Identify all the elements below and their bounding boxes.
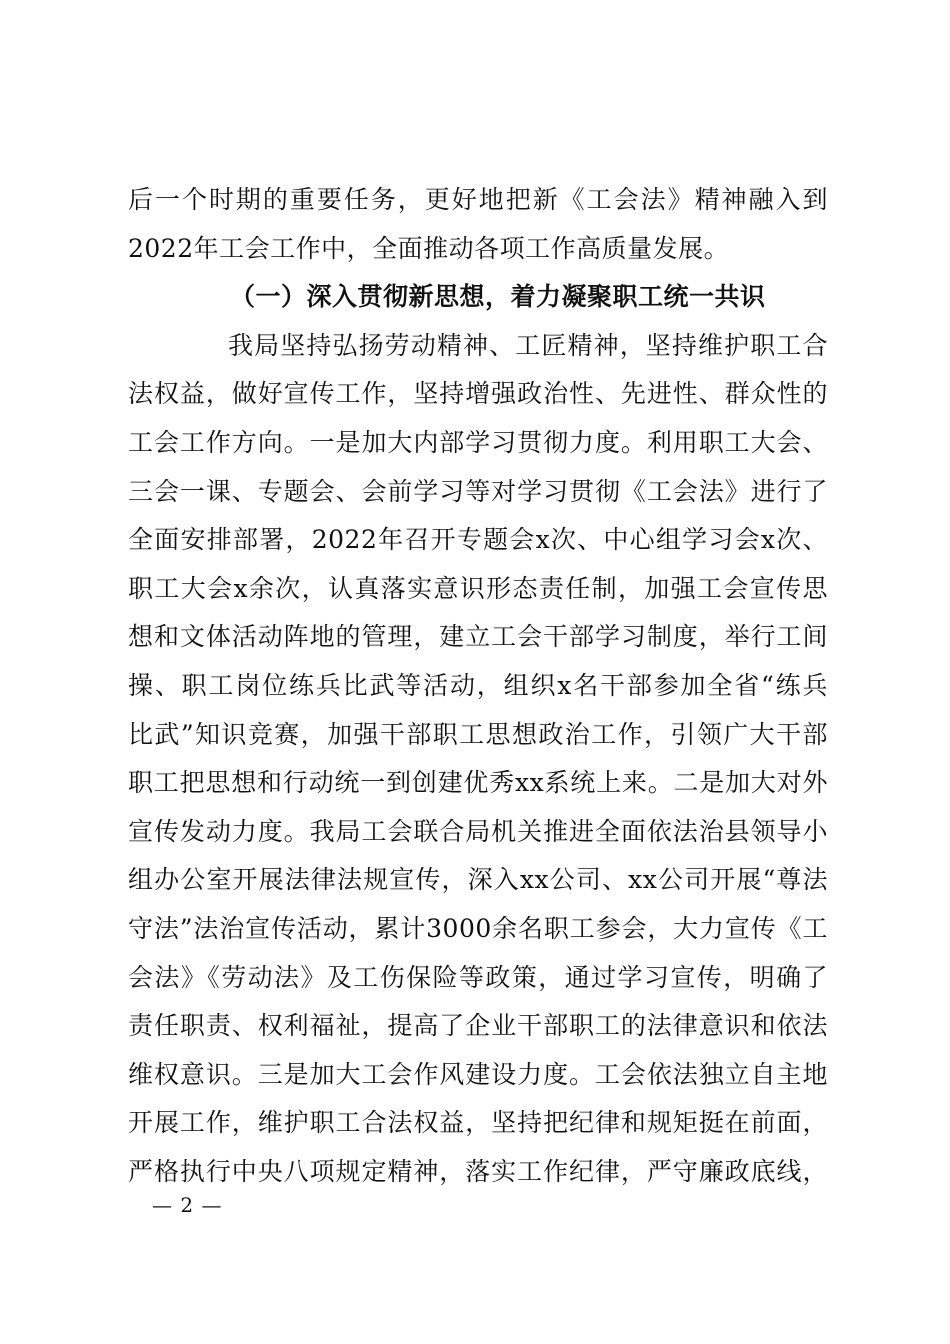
text-line: 法权益，做好宣传工作，坚持增强政治性、先进性、群众性的 (128, 379, 828, 409)
page-number: — 2 — (152, 1193, 223, 1217)
section-heading: （一）深入贯彻新思想，着力凝聚职工统一共识 (230, 282, 766, 312)
text-line: 想和文体活动阵地的管理，建立工会干部学习制度，举行工间 (128, 622, 828, 652)
text-line: 严格执行中央八项规定精神，落实工作纪律，严守廉政底线， (128, 1156, 828, 1186)
text-line: 后一个时期的重要任务，更好地把新《工会法》精神融入到 (128, 185, 828, 214)
body-text (128, 176, 828, 1196)
text-line: 全面安排部署，2022年召开专题会x次、中心组学习会x次、 (128, 525, 828, 555)
text-line: 责任职责、权利福祉，提高了企业干部职工的法律意识和依法 (128, 1011, 828, 1041)
text-line: 开展工作，维护职工合法权益，坚持把纪律和规矩挺在前面， (128, 1108, 828, 1138)
text-line: 操、职工岗位练兵比武等活动，组织x名干部参加全省“练兵 (128, 670, 828, 700)
text-line: 守法”法治宣传活动，累计3000余名职工参会，大力宣传《工 (128, 913, 828, 943)
text-line: 比武”知识竞赛，加强干部职工思想政治工作，引领广大干部 (128, 719, 828, 749)
text-line: 组办公室开展法律法规宣传，深入xx公司、xx公司开展“尊法 (128, 865, 828, 895)
text-line: 职工大会x余次，认真落实意识形态责任制，加强工会宣传思 (128, 573, 828, 603)
text-line: 宣传发动力度。我局工会联合局机关推进全面依法治县领导小 (128, 816, 828, 846)
paragraph-first-line: 我局坚持弘扬劳动精神、工匠精神，坚持维护职工合 (228, 330, 828, 360)
text-line: 会法》《劳动法》及工伤保险等政策，通过学习宣传，明确了 (128, 962, 828, 992)
text-line: 职工把思想和行动统一到创建优秀xx系统上来。二是加大对外 (128, 768, 828, 798)
text-line: 工会工作方向。一是加大内部学习贯彻力度。利用职工大会、 (128, 427, 828, 457)
text-line: 维权意识。三是加大工会作风建设力度。工会依法独立自主地 (128, 1059, 828, 1089)
text-line: 三会一课、专题会、会前学习等对学习贯彻《工会法》进行了 (128, 476, 828, 506)
text-line: 2022年工会工作中，全面推动各项工作高质量发展。 (128, 233, 730, 263)
